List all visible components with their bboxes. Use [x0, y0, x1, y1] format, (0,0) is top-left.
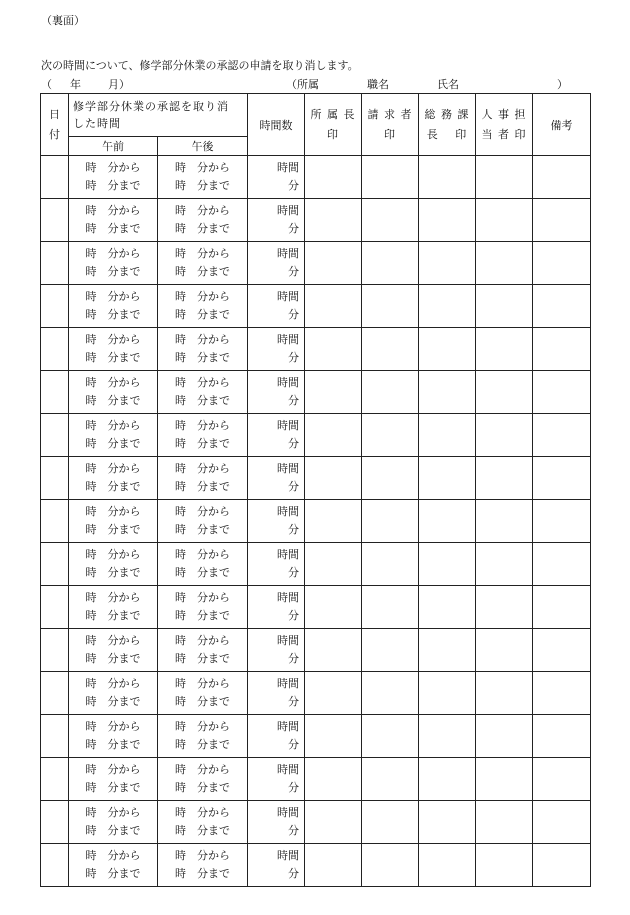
requester-seal-cell[interactable] [362, 414, 419, 457]
dept-head-seal-cell[interactable] [305, 457, 362, 500]
hours-cell[interactable] [248, 500, 305, 543]
paren-open: （ [41, 78, 52, 91]
table-row [41, 801, 591, 844]
pm-time-cell[interactable] [158, 328, 248, 371]
date-cell[interactable] [41, 758, 69, 801]
hours-unit: 時間 [277, 333, 299, 346]
am-from-text: 時 分から [85, 591, 141, 604]
am-to-text: 時 分まで [85, 308, 141, 321]
pm-from-text: 時 分から [175, 333, 230, 346]
admin-chief-seal-cell[interactable] [419, 844, 476, 887]
header-row-1 [41, 94, 591, 137]
pm-from-text: 時 分から [175, 720, 230, 733]
hours-unit: 時間 [277, 462, 299, 475]
cancelled-time-header: 修学部分休業の承認を取り消 した時間 [69, 94, 248, 137]
dept-head-seal-cell[interactable] [305, 242, 362, 285]
am-to-text: 時 分まで [85, 781, 141, 794]
hours-unit: 時間 [277, 634, 299, 647]
pm-time-cell[interactable] [158, 242, 248, 285]
minutes-unit: 分 [288, 222, 299, 235]
admin-chief-seal-cell[interactable] [419, 672, 476, 715]
pm-time-cell[interactable] [158, 844, 248, 887]
am-time-cell[interactable] [69, 629, 158, 672]
date-header: 日 付 [41, 94, 69, 156]
minutes-unit: 分 [288, 437, 299, 450]
hours-cell[interactable] [248, 844, 305, 887]
pm-to-text: 時 分まで [175, 308, 230, 321]
minutes-unit: 分 [288, 824, 299, 837]
pm-to-text: 時 分まで [175, 695, 230, 708]
am-time-cell[interactable] [69, 758, 158, 801]
am-time-cell[interactable] [69, 199, 158, 242]
table-row [41, 715, 591, 758]
minutes-unit: 分 [288, 695, 299, 708]
pm-time-cell[interactable] [158, 758, 248, 801]
pm-from-text: 時 分から [175, 763, 230, 776]
table-row [41, 586, 591, 629]
hours-cell[interactable] [248, 156, 305, 199]
dept-head-seal-cell[interactable] [305, 156, 362, 199]
dept-head-seal-cell[interactable] [305, 629, 362, 672]
hours-cell[interactable] [248, 371, 305, 414]
am-time-cell[interactable] [69, 156, 158, 199]
hours-cell[interactable] [248, 543, 305, 586]
minutes-unit: 分 [288, 480, 299, 493]
requester-seal-cell[interactable] [362, 199, 419, 242]
dept-head-seal-cell[interactable] [305, 414, 362, 457]
dept-head-seal-cell[interactable] [305, 328, 362, 371]
pm-from-text: 時 分から [175, 505, 230, 518]
am-from-text: 時 分から [85, 548, 141, 561]
date-cell[interactable] [41, 328, 69, 371]
am-time-cell[interactable] [69, 285, 158, 328]
admin-chief-seal-cell[interactable] [419, 199, 476, 242]
am-to-text: 時 分まで [85, 351, 141, 364]
am-to-text: 時 分まで [85, 480, 141, 493]
hours-cell[interactable] [248, 586, 305, 629]
pm-to-text: 時 分まで [175, 222, 230, 235]
hours-cell[interactable] [248, 457, 305, 500]
dept-head-seal-cell[interactable] [305, 844, 362, 887]
am-time-cell[interactable] [69, 715, 158, 758]
am-time-cell[interactable] [69, 844, 158, 887]
hours-unit: 時間 [277, 591, 299, 604]
requester-seal-cell[interactable] [362, 629, 419, 672]
remarks-cell[interactable] [533, 500, 591, 543]
minutes-unit: 分 [288, 523, 299, 536]
pm-to-text: 時 分まで [175, 609, 230, 622]
date-cell[interactable] [41, 672, 69, 715]
hours-unit: 時間 [277, 376, 299, 389]
admin-chief-seal-cell[interactable] [419, 242, 476, 285]
date-cell[interactable] [41, 242, 69, 285]
pm-time-cell[interactable] [158, 543, 248, 586]
affiliation-label: （所属 [286, 78, 319, 91]
dept-head-seal-cell[interactable] [305, 199, 362, 242]
hours-cell[interactable] [248, 242, 305, 285]
hours-cell[interactable] [248, 285, 305, 328]
table-row [41, 156, 591, 199]
am-from-text: 時 分から [85, 290, 141, 303]
pm-to-text: 時 分まで [175, 480, 230, 493]
table-row [41, 844, 591, 887]
table-row [41, 457, 591, 500]
hours-unit: 時間 [277, 204, 299, 217]
pm-time-cell[interactable] [158, 586, 248, 629]
admin-chief-seal-cell[interactable] [419, 156, 476, 199]
dept-head-seal-cell[interactable] [305, 801, 362, 844]
remarks-cell[interactable] [533, 285, 591, 328]
pm-to-text: 時 分まで [175, 824, 230, 837]
dept-head-seal-cell[interactable] [305, 715, 362, 758]
hr-officer-seal-cell[interactable] [476, 328, 533, 371]
table-row [41, 371, 591, 414]
date-cell[interactable] [41, 586, 69, 629]
date-cell[interactable] [41, 715, 69, 758]
date-cell[interactable] [41, 844, 69, 887]
cancellation-table [40, 93, 591, 887]
minutes-unit: 分 [288, 566, 299, 579]
dept-head-seal-cell[interactable] [305, 672, 362, 715]
hours-unit: 時間 [277, 247, 299, 260]
pm-to-text: 時 分まで [175, 351, 230, 364]
back-side-label: （裏面） [41, 14, 85, 27]
table-row [41, 629, 591, 672]
remarks-cell[interactable] [533, 586, 591, 629]
pm-to-text: 時 分まで [175, 394, 230, 407]
hours-unit: 時間 [277, 677, 299, 690]
am-from-text: 時 分から [85, 634, 141, 647]
hr-officer-seal-cell[interactable] [476, 672, 533, 715]
dept-head-seal-cell[interactable] [305, 371, 362, 414]
date-cell[interactable] [41, 543, 69, 586]
table-row [41, 500, 591, 543]
hours-cell[interactable] [248, 758, 305, 801]
pm-from-text: 時 分から [175, 591, 230, 604]
am-to-text: 時 分まで [85, 566, 141, 579]
table-row [41, 199, 591, 242]
minutes-unit: 分 [288, 867, 299, 880]
hr-officer-seal-cell[interactable] [476, 715, 533, 758]
requester-seal-cell[interactable] [362, 543, 419, 586]
admin-chief-seal-cell[interactable] [419, 758, 476, 801]
remarks-cell[interactable] [533, 328, 591, 371]
requester-seal-cell[interactable] [362, 371, 419, 414]
admin-chief-seal-cell[interactable] [419, 586, 476, 629]
am-from-text: 時 分から [85, 677, 141, 690]
remarks-cell[interactable] [533, 758, 591, 801]
pm-time-cell[interactable] [158, 199, 248, 242]
minutes-unit: 分 [288, 265, 299, 278]
am-time-cell[interactable] [69, 457, 158, 500]
table-row [41, 328, 591, 371]
dept-head-seal-cell[interactable] [305, 758, 362, 801]
requester-seal-cell[interactable] [362, 285, 419, 328]
pm-time-cell[interactable] [158, 629, 248, 672]
table-row [41, 414, 591, 457]
admin-chief-seal-cell[interactable] [419, 414, 476, 457]
dept-head-seal-cell[interactable] [305, 500, 362, 543]
date-cell[interactable] [41, 500, 69, 543]
am-time-cell[interactable] [69, 672, 158, 715]
hours-header: 時間数 [248, 94, 305, 156]
remarks-cell[interactable] [533, 629, 591, 672]
pm-to-text: 時 分まで [175, 867, 230, 880]
remarks-cell[interactable] [533, 414, 591, 457]
hours-cell[interactable] [248, 672, 305, 715]
am-time-cell[interactable] [69, 586, 158, 629]
pm-to-text: 時 分まで [175, 781, 230, 794]
am-time-cell[interactable] [69, 543, 158, 586]
minutes-unit: 分 [288, 179, 299, 192]
hr-officer-seal-cell[interactable] [476, 199, 533, 242]
year-label: 年 [70, 78, 81, 91]
am-from-text: 時 分から [85, 247, 141, 260]
hr-officer-seal-cell[interactable] [476, 414, 533, 457]
requester-seal-cell[interactable] [362, 457, 419, 500]
hours-unit: 時間 [277, 290, 299, 303]
am-to-text: 時 分まで [85, 652, 141, 665]
hours-unit: 時間 [277, 419, 299, 432]
pm-from-text: 時 分から [175, 677, 230, 690]
pm-from-text: 時 分から [175, 849, 230, 862]
requester-seal-cell[interactable] [362, 672, 419, 715]
dept-head-seal-cell[interactable] [305, 586, 362, 629]
hours-unit: 時間 [277, 849, 299, 862]
date-cell[interactable] [41, 371, 69, 414]
hr-officer-seal-cell[interactable] [476, 156, 533, 199]
minutes-unit: 分 [288, 738, 299, 751]
am-to-text: 時 分まで [85, 867, 141, 880]
hr-officer-seal-cell[interactable] [476, 285, 533, 328]
pm-to-text: 時 分まで [175, 265, 230, 278]
remarks-cell[interactable] [533, 543, 591, 586]
pm-time-cell[interactable] [158, 156, 248, 199]
admin-chief-seal-header: 総 務 課 長 印 [419, 94, 476, 156]
hr-officer-seal-cell[interactable] [476, 500, 533, 543]
am-to-text: 時 分まで [85, 394, 141, 407]
admin-chief-seal-cell[interactable] [419, 801, 476, 844]
am-time-cell[interactable] [69, 328, 158, 371]
am-to-text: 時 分まで [85, 265, 141, 278]
dept-head-seal-cell[interactable] [305, 285, 362, 328]
admin-chief-seal-cell[interactable] [419, 371, 476, 414]
am-from-text: 時 分から [85, 376, 141, 389]
am-to-text: 時 分まで [85, 437, 141, 450]
am-from-text: 時 分から [85, 806, 141, 819]
remarks-cell[interactable] [533, 801, 591, 844]
pm-from-text: 時 分から [175, 290, 230, 303]
pm-from-text: 時 分から [175, 161, 230, 174]
intro-text: 次の時間について、修学部分休業の承認の申請を取り消します。 [41, 59, 359, 72]
pm-from-text: 時 分から [175, 462, 230, 475]
pm-time-cell[interactable] [158, 801, 248, 844]
hours-unit: 時間 [277, 806, 299, 819]
requester-seal-cell[interactable] [362, 758, 419, 801]
hours-unit: 時間 [277, 548, 299, 561]
am-from-text: 時 分から [85, 849, 141, 862]
name-label: 氏名 [437, 78, 459, 91]
table-row [41, 242, 591, 285]
pm-from-text: 時 分から [175, 247, 230, 260]
requester-seal-cell[interactable] [362, 715, 419, 758]
am-header: 午前 [69, 137, 158, 156]
hr-officer-seal-cell[interactable] [476, 457, 533, 500]
hr-officer-seal-cell[interactable] [476, 629, 533, 672]
am-to-text: 時 分まで [85, 695, 141, 708]
am-from-text: 時 分から [85, 419, 141, 432]
hours-cell[interactable] [248, 801, 305, 844]
dept-head-seal-cell[interactable] [305, 543, 362, 586]
remarks-cell[interactable] [533, 672, 591, 715]
date-cell[interactable] [41, 457, 69, 500]
admin-chief-seal-cell[interactable] [419, 629, 476, 672]
am-from-text: 時 分から [85, 505, 141, 518]
pm-time-cell[interactable] [158, 457, 248, 500]
requester-seal-cell[interactable] [362, 844, 419, 887]
pm-to-text: 時 分まで [175, 738, 230, 751]
minutes-unit: 分 [288, 394, 299, 407]
hours-unit: 時間 [277, 763, 299, 776]
admin-chief-seal-cell[interactable] [419, 457, 476, 500]
hr-officer-seal-cell[interactable] [476, 371, 533, 414]
pm-time-cell[interactable] [158, 371, 248, 414]
am-to-text: 時 分まで [85, 609, 141, 622]
hours-cell[interactable] [248, 328, 305, 371]
pm-from-text: 時 分から [175, 204, 230, 217]
hr-officer-seal-cell[interactable] [476, 242, 533, 285]
admin-chief-seal-cell[interactable] [419, 715, 476, 758]
am-time-cell[interactable] [69, 242, 158, 285]
position-label: 職名 [367, 78, 389, 91]
am-to-text: 時 分まで [85, 222, 141, 235]
hr-officer-seal-cell[interactable] [476, 844, 533, 887]
hours-cell[interactable] [248, 199, 305, 242]
hours-cell[interactable] [248, 414, 305, 457]
am-time-cell[interactable] [69, 371, 158, 414]
hours-cell[interactable] [248, 715, 305, 758]
pm-time-cell[interactable] [158, 672, 248, 715]
pm-from-text: 時 分から [175, 376, 230, 389]
am-from-text: 時 分から [85, 720, 141, 733]
minutes-unit: 分 [288, 781, 299, 794]
requester-seal-cell[interactable] [362, 156, 419, 199]
am-to-text: 時 分まで [85, 824, 141, 837]
hr-officer-seal-cell[interactable] [476, 586, 533, 629]
pm-to-text: 時 分まで [175, 566, 230, 579]
minutes-unit: 分 [288, 609, 299, 622]
hours-unit: 時間 [277, 505, 299, 518]
hr-officer-seal-header: 人 事 担 当 者 印 [476, 94, 533, 156]
pm-to-text: 時 分まで [175, 437, 230, 450]
hours-cell[interactable] [248, 629, 305, 672]
am-to-text: 時 分まで [85, 738, 141, 751]
remarks-header: 備考 [533, 94, 591, 156]
am-from-text: 時 分から [85, 763, 141, 776]
pm-time-cell[interactable] [158, 285, 248, 328]
hr-officer-seal-cell[interactable] [476, 801, 533, 844]
admin-chief-seal-cell[interactable] [419, 500, 476, 543]
pm-to-text: 時 分まで [175, 523, 230, 536]
am-time-cell[interactable] [69, 500, 158, 543]
hours-unit: 時間 [277, 720, 299, 733]
requester-seal-cell[interactable] [362, 500, 419, 543]
pm-to-text: 時 分まで [175, 652, 230, 665]
date-cell[interactable] [41, 629, 69, 672]
am-time-cell[interactable] [69, 801, 158, 844]
table-row [41, 543, 591, 586]
pm-from-text: 時 分から [175, 548, 230, 561]
minutes-unit: 分 [288, 652, 299, 665]
requester-seal-cell[interactable] [362, 328, 419, 371]
remarks-cell[interactable] [533, 242, 591, 285]
dept-head-seal-header: 所 属 長 印 [305, 94, 362, 156]
remarks-cell[interactable] [533, 199, 591, 242]
pm-to-text: 時 分まで [175, 179, 230, 192]
date-cell[interactable] [41, 801, 69, 844]
pm-time-cell[interactable] [158, 500, 248, 543]
requester-seal-cell[interactable] [362, 242, 419, 285]
minutes-unit: 分 [288, 351, 299, 364]
table-row [41, 758, 591, 801]
table-row [41, 285, 591, 328]
am-from-text: 時 分から [85, 462, 141, 475]
remarks-cell[interactable] [533, 156, 591, 199]
am-from-text: 時 分から [85, 161, 141, 174]
hours-unit: 時間 [277, 161, 299, 174]
pm-from-text: 時 分から [175, 419, 230, 432]
pm-from-text: 時 分から [175, 806, 230, 819]
pm-time-cell[interactable] [158, 414, 248, 457]
requester-seal-cell[interactable] [362, 586, 419, 629]
paren-close: ） [557, 78, 568, 91]
remarks-cell[interactable] [533, 457, 591, 500]
pm-time-cell[interactable] [158, 715, 248, 758]
minutes-unit: 分 [288, 308, 299, 321]
month-label: 月） [108, 78, 130, 91]
admin-chief-seal-cell[interactable] [419, 285, 476, 328]
hr-officer-seal-cell[interactable] [476, 758, 533, 801]
date-cell[interactable] [41, 285, 69, 328]
requester-seal-cell[interactable] [362, 801, 419, 844]
am-from-text: 時 分から [85, 333, 141, 346]
pm-from-text: 時 分から [175, 634, 230, 647]
am-from-text: 時 分から [85, 204, 141, 217]
requester-seal-header: 請 求 者 印 [362, 94, 419, 156]
remarks-cell[interactable] [533, 715, 591, 758]
hr-officer-seal-cell[interactable] [476, 543, 533, 586]
am-to-text: 時 分まで [85, 523, 141, 536]
admin-chief-seal-cell[interactable] [419, 328, 476, 371]
am-time-cell[interactable] [69, 414, 158, 457]
remarks-cell[interactable] [533, 371, 591, 414]
remarks-cell[interactable] [533, 844, 591, 887]
table-row [41, 672, 591, 715]
admin-chief-seal-cell[interactable] [419, 543, 476, 586]
am-to-text: 時 分まで [85, 179, 141, 192]
date-cell[interactable] [41, 199, 69, 242]
pm-header: 午後 [158, 137, 248, 156]
date-cell[interactable] [41, 414, 69, 457]
date-cell[interactable] [41, 156, 69, 199]
